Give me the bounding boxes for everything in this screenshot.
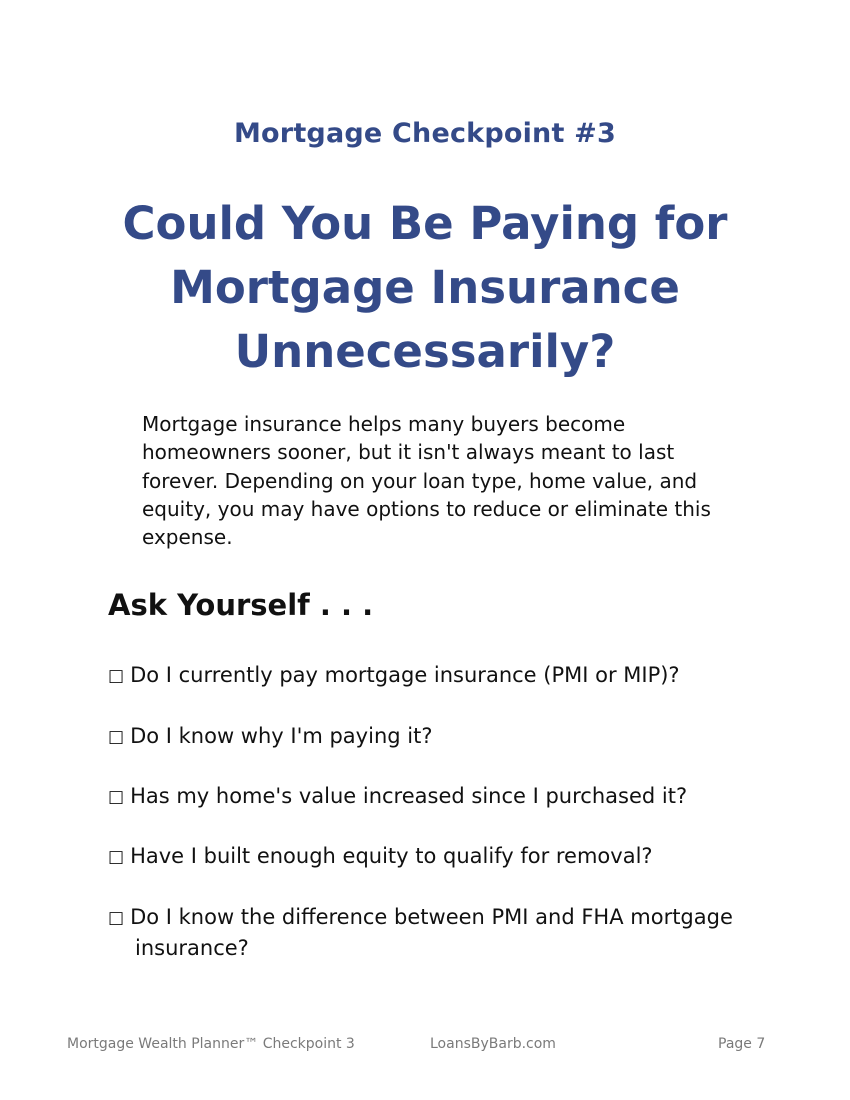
page-title bbox=[100, 192, 750, 384]
intro-paragraph bbox=[142, 410, 732, 551]
checklist-item[interactable] bbox=[108, 660, 768, 691]
title-line: Could You Be Paying for bbox=[122, 197, 728, 250]
checklist-item-text: Do I currently pay mortgage insurance (PMI or MIP)? bbox=[130, 663, 680, 687]
footer-page-number: Page 7 bbox=[718, 1036, 766, 1052]
checklist-item-text: Do I know the difference between PMI and FHA mortgage bbox=[130, 905, 733, 929]
checklist-item-text: Has my home's value increased since I purchased it? bbox=[130, 784, 688, 808]
checkbox-icon[interactable]: □ bbox=[108, 666, 125, 686]
checkpoint-label: Mortgage Checkpoint #3 bbox=[233, 118, 616, 149]
checklist-item[interactable] bbox=[108, 781, 768, 812]
intro-line: homeowners sooner, but it isn't always meant to last bbox=[142, 440, 675, 465]
checklist-item-text-continued: insurance? bbox=[135, 936, 249, 960]
checkbox-icon[interactable]: □ bbox=[108, 787, 125, 807]
checkbox-icon[interactable]: □ bbox=[108, 727, 125, 747]
footer-document-title: Mortgage Wealth Planner™ Checkpoint 3 bbox=[67, 1036, 355, 1052]
title-line: Mortgage Insurance bbox=[170, 261, 680, 314]
footer-website: LoansByBarb.com bbox=[430, 1036, 556, 1052]
intro-line: expense. bbox=[142, 525, 233, 550]
intro-line: Mortgage insurance helps many buyers become bbox=[142, 412, 626, 436]
checklist-item-text: Do I know why I'm paying it? bbox=[130, 724, 433, 748]
checklist-item[interactable] bbox=[108, 721, 768, 752]
checklist-item-text: Have I built enough equity to qualify for removal? bbox=[130, 844, 653, 868]
section-heading: Ask Yourself . . . bbox=[108, 588, 374, 622]
checkbox-icon[interactable]: □ bbox=[108, 908, 125, 928]
checkbox-icon[interactable]: □ bbox=[108, 847, 125, 867]
checklist-item[interactable] bbox=[108, 841, 768, 872]
intro-line: forever. Depending on your loan type, home value, and bbox=[142, 468, 698, 493]
intro-line: equity, you may have options to reduce or eliminate this bbox=[142, 496, 711, 521]
checklist-item[interactable] bbox=[108, 902, 768, 963]
title-line: Unnecessarily? bbox=[234, 325, 616, 378]
